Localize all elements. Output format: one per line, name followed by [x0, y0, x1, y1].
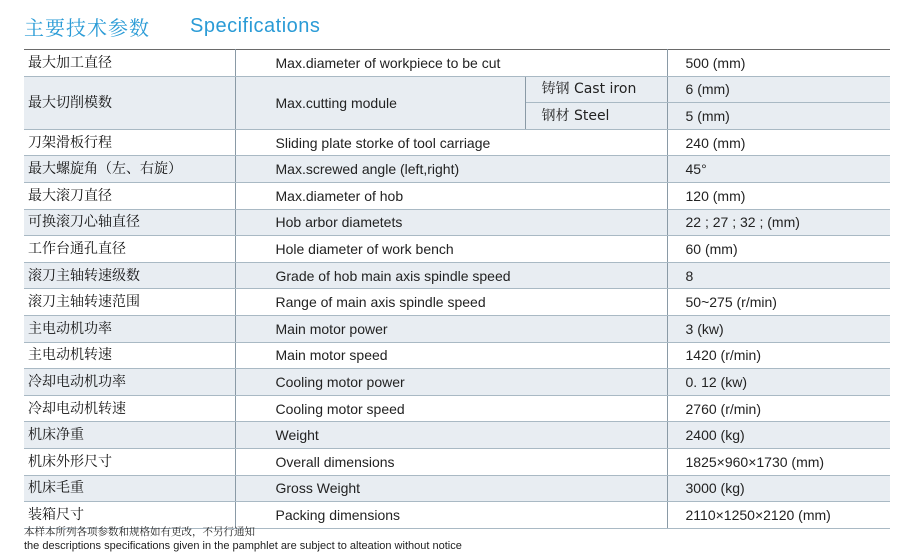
table-row: [24, 342, 890, 369]
param-name-cn: 主电动机转速: [24, 342, 235, 369]
table-row: [24, 50, 890, 77]
param-name-cn: 主电动机功率: [24, 315, 235, 342]
table-row: [24, 369, 890, 396]
param-name-en: Hole diameter of work bench: [235, 236, 667, 263]
table-row: [24, 395, 890, 422]
specifications-table: [24, 49, 890, 529]
param-value: 60 (mm): [667, 236, 890, 263]
table-row: [24, 236, 890, 263]
param-name-en: Cooling motor speed: [235, 395, 667, 422]
param-value: 1420 (r/min): [667, 342, 890, 369]
table-row: [24, 448, 890, 475]
param-value: 45°: [667, 156, 890, 183]
param-value: 120 (mm): [667, 182, 890, 209]
table-row: [24, 209, 890, 236]
param-name-en: Max.cutting module: [235, 76, 525, 129]
param-value: 22 ; 27 ; 32 ; (mm): [667, 209, 890, 236]
param-name-cn: 机床毛重: [24, 475, 235, 502]
param-name-en: Hob arbor diametets: [235, 209, 667, 236]
param-name-en: Range of main axis spindle speed: [235, 289, 667, 316]
param-name-cn: 最大切削模数: [24, 76, 235, 129]
param-value: 1825×960×1730 (mm): [667, 448, 890, 475]
param-name-cn: 冷却电动机转速: [24, 395, 235, 422]
param-name-cn: 可换滚刀心轴直径: [24, 209, 235, 236]
param-name-cn: 最大滚刀直径: [24, 182, 235, 209]
table-row: [24, 422, 890, 449]
param-name-en: Overall dimensions: [235, 448, 667, 475]
page-heading: [24, 12, 320, 40]
param-name-en: Max.diameter of workpiece to be cut: [235, 50, 667, 77]
param-value: 2760 (r/min): [667, 395, 890, 422]
param-name-cn: 工作台通孔直径: [24, 236, 235, 263]
param-material: 钢材 Steel: [525, 103, 667, 130]
param-name-cn: 滚刀主轴转速级数: [24, 262, 235, 289]
table-row: [24, 129, 890, 156]
param-name-cn: 最大螺旋角（左、右旋）: [24, 156, 235, 183]
param-value: 2400 (kg): [667, 422, 890, 449]
table-row: [24, 262, 890, 289]
footnote-english: the descriptions specifications given in the pamphlet are subject to alteation without notice: [24, 540, 462, 552]
title-chinese: 主要技术参数: [24, 15, 150, 40]
param-value: 500 (mm): [667, 50, 890, 77]
param-name-cn: 装箱尺寸: [24, 502, 235, 529]
param-value: 6 (mm): [667, 76, 890, 103]
param-name-cn: 冷却电动机功率: [24, 369, 235, 396]
param-name-en: Max.screwed angle (left,right): [235, 156, 667, 183]
param-name-cn: 机床净重: [24, 422, 235, 449]
param-name-cn: 刀架滑板行程: [24, 129, 235, 156]
param-value: 0. 12 (kw): [667, 369, 890, 396]
param-name-en: Sliding plate storke of tool carriage: [235, 129, 667, 156]
param-name-en: Gross Weight: [235, 475, 667, 502]
table-row: [24, 156, 890, 183]
param-name-en: Packing dimensions: [235, 502, 667, 529]
param-name-en: Cooling motor power: [235, 369, 667, 396]
param-value: 3 (kw): [667, 315, 890, 342]
param-name-en: Main motor speed: [235, 342, 667, 369]
param-name-cn: 滚刀主轴转速范围: [24, 289, 235, 316]
param-name-en: Main motor power: [235, 315, 667, 342]
param-value: 2110×1250×2120 (mm): [667, 502, 890, 529]
param-value: 8: [667, 262, 890, 289]
param-value: 240 (mm): [667, 129, 890, 156]
table-row: [24, 289, 890, 316]
param-material: 铸钢 Cast iron: [525, 76, 667, 103]
param-name-en: Max.diameter of hob: [235, 182, 667, 209]
param-name-cn: 机床外形尺寸: [24, 448, 235, 475]
table-row: [24, 76, 890, 103]
param-value: 3000 (kg): [667, 475, 890, 502]
table-row: [24, 315, 890, 342]
table-row: [24, 502, 890, 529]
footnote-chinese: 本样本所列各项参数和规格如有更改，不另行通知: [24, 526, 255, 538]
table-row: [24, 475, 890, 502]
param-name-en: Grade of hob main axis spindle speed: [235, 262, 667, 289]
title-english: Specifications: [190, 14, 321, 37]
param-name-cn: 最大加工直径: [24, 50, 235, 77]
param-value: 5 (mm): [667, 103, 890, 130]
param-name-en: Weight: [235, 422, 667, 449]
table-row: [24, 182, 890, 209]
param-value: 50~275 (r/min): [667, 289, 890, 316]
